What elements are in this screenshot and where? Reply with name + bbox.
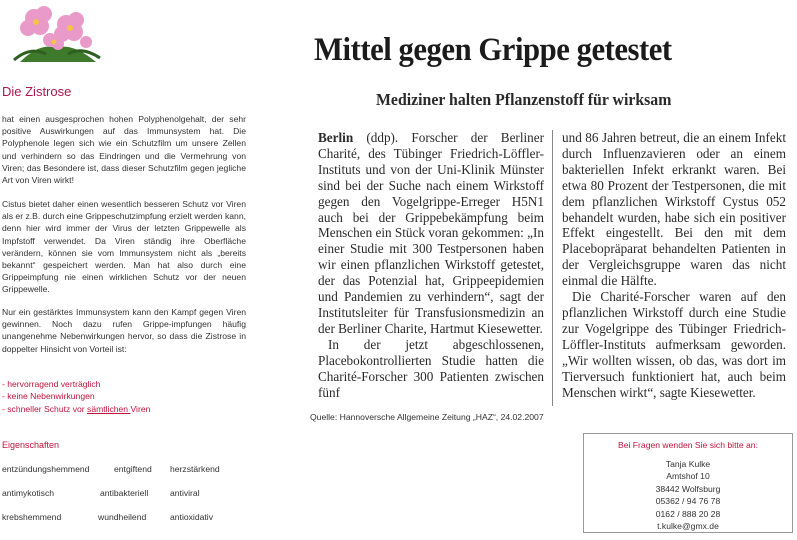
property-item: antibakteriell xyxy=(100,488,149,498)
article-text: In der jetzt abgeschlossenen, Placebokontrollierten Studie hatten die Charité-Forscher 300 Patienten zwischen fünf xyxy=(318,336,544,400)
article-column-right xyxy=(562,130,786,400)
intro-paragraph-2: Cistus bietet daher einen wesentlich besseren Schutz vor Viren als er z.B. durch eine Grippeschutzimpfung erzielt werden kann, denn hier wird immer der Virus der letzten Grippewelle als Impfstoff verwendet. Da Viren ständig ihre Oberfläche verändern, können sie vom Immunsystem nicht als „bereits bekannt“ gespeichert werden. Man hat also durch eine Grippeimpfung nie einen wirklichen Schutz vor der neuen Grippewelle. xyxy=(2,199,246,295)
contact-email[interactable]: t.kulke@gmx.de xyxy=(657,521,719,532)
benefit-text: - schneller Schutz vor xyxy=(2,403,88,414)
contact-phone: 05362 / 94 76 78 xyxy=(655,496,721,507)
article-dateline: Berlin xyxy=(318,130,354,145)
article-text: und 86 Jahren betreut, die an einem Infekt durch Influenzavieren oder an einem bakteriellen Infekt erkrankt waren. Bei etwa 80 Prozent der Testpersonen, die mit dem pflanzlichen Wirkstoff Cystus 052 behandelt wurden, habe sich ein positiver Effekt eingestellt. Bei den mit dem Placebopräparat behandelten Patienten in der Vergleichsgruppe waren das nicht einmal die Hälfte. xyxy=(562,130,786,289)
properties-heading: Eigenschaften xyxy=(2,440,60,450)
contact-box xyxy=(583,433,793,533)
benefit-item: - keine Nebenwirkungen xyxy=(2,391,95,402)
contact-city: 38442 Wolfsburg xyxy=(655,483,721,494)
intro-paragraph-3: Nur ein gestärktes Immunsystem kann den Kampf gegen Viren gewinnen. Noch dazu rufen Grippe-impfungen häufig unangenehme Nebenwirkungen hervor, so dass die Zistrose in doppelter Hinsicht von Vorteil ist: xyxy=(2,307,246,354)
property-item: krebshemmend xyxy=(2,512,62,522)
property-item: entgiftend xyxy=(114,464,152,474)
page-title: Die Zistrose xyxy=(2,84,72,99)
benefit-text-end: Viren xyxy=(130,403,151,414)
property-item: antimykotisch xyxy=(2,488,55,498)
article-subheadline: Mediziner halten Pflanzenstoff für wirksam xyxy=(376,90,672,109)
column-divider xyxy=(552,130,553,406)
property-item: antioxidativ xyxy=(170,512,213,522)
viruses-link[interactable]: sämtlichen xyxy=(87,403,131,414)
contact-name: Tanja Kulke xyxy=(665,459,711,469)
contact-title: Bei Fragen wenden Sie sich bitte an: xyxy=(618,440,758,450)
property-item: entzündungshemmend xyxy=(2,464,90,474)
article-text: (ddp). Forscher der Berliner Charité, des Tübinger Friedrich-Löffler-Instituts und von der Uni-Klinik Münster sind bei der Suche nach einem Wirkstoff gegen den Vogelgrippe-Erreger H5N1 auch bei der Grippebekämpfung beim Menschen ein Stück voran gekommen: „In einer Studie mit 300 Testpersonen haben wir einen pflanzlichen Wirkstoff getestet, der das Potenzial hat, Grippeepidemien und Pandemien zu verhindern“, sagt der Institutsleiter für Transfusionsmedizin an der Berliner Charite, Hartmut Kiesewetter. xyxy=(318,130,544,336)
property-item: antiviral xyxy=(170,488,200,498)
zistrose-flowers-logo xyxy=(10,2,102,64)
property-item: herzstärkend xyxy=(170,464,220,474)
contact-street: Amtshof 10 xyxy=(666,471,710,482)
article-source: Quelle: Hannoversche Allgemeine Zeitung „HAZ“, 24.02.2007 xyxy=(310,412,544,422)
benefit-item xyxy=(2,403,150,415)
benefit-item: - hervorragend verträglich xyxy=(2,379,101,389)
article-column-left xyxy=(318,130,544,400)
article-text: Die Charité-Forscher waren auf den pflanzlichen Wirkstoff durch eine Studie zur Vogelgrippe des Tübinger Friedrich-Löffler-Instituts aufmerksam geworden. „Wir wollten wissen, ob das, was dort im Tierversuch funktioniert hat, auch beim Menschen wirkt“, sagte Kiesewetter. xyxy=(562,289,786,400)
intro-paragraph-1: hat einen ausgesprochen hohen Polyphenolgehalt, der sehr positive Auswirkungen auf das Immunsystem hat. Die Polyphenole legen sich wie ein Schutzfilm um unsere Zellen und verhindern so das Eindringen und die Vermehrung von Viren; das Besondere ist, dass dieser Schutzfilm gegen jegliche Art von Viren wirkt! xyxy=(2,114,246,186)
property-item: wundheilend xyxy=(98,512,147,522)
newspaper-clipping xyxy=(300,14,795,410)
benefits-list xyxy=(2,378,150,415)
contact-mobile: 0162 / 888 20 28 xyxy=(655,508,721,519)
article-headline: Mittel gegen Grippe getestet xyxy=(314,32,672,68)
